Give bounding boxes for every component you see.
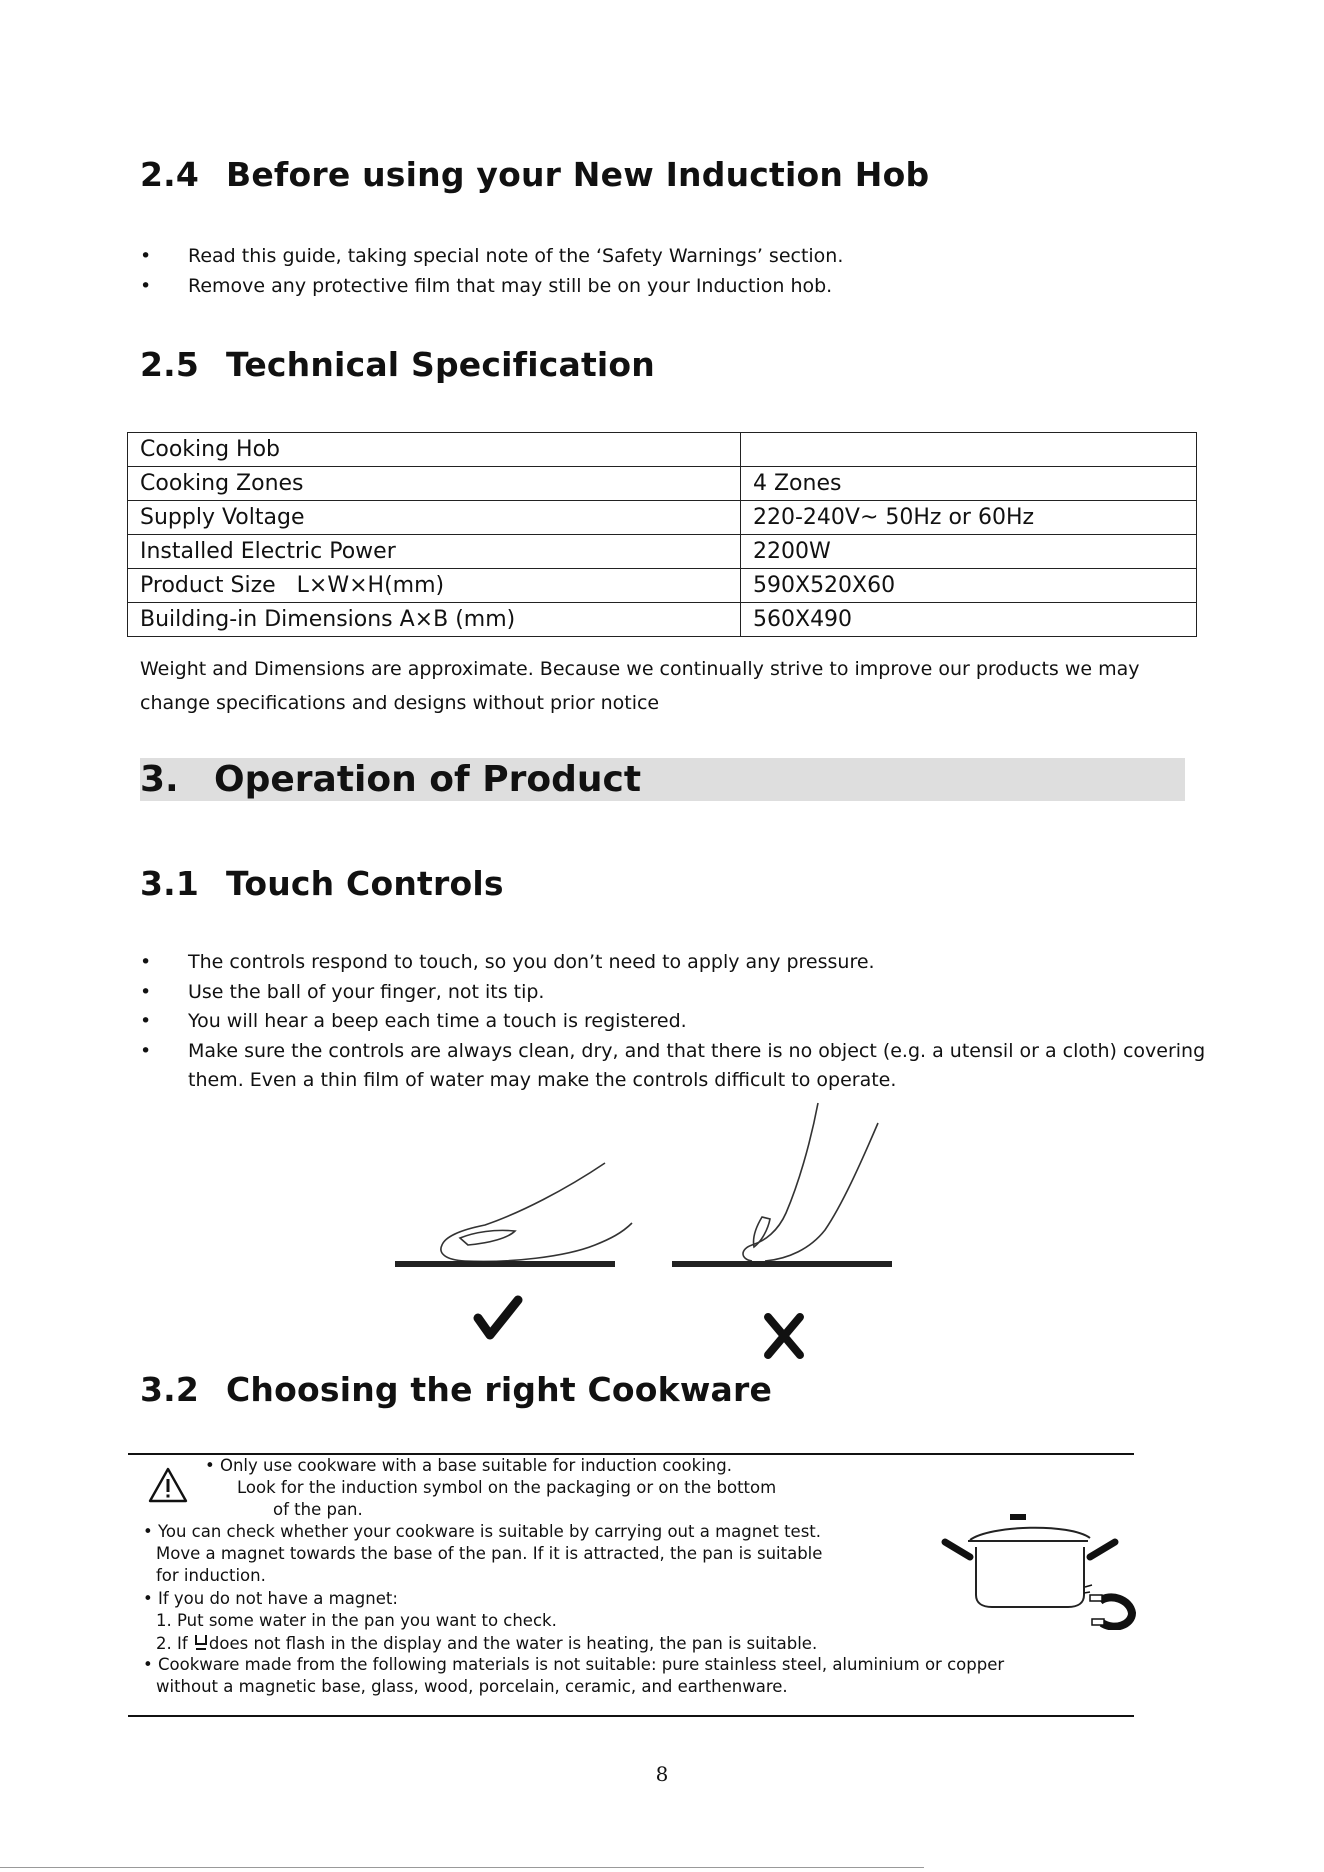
cookware-line: • You can check whether your cookware is suitable by carrying out a magnet test. [143,1522,821,1541]
section-2-5-heading [140,345,655,384]
page-number: 8 [655,1762,669,1786]
finger-pad-drawing [441,1163,632,1261]
section-2-4-heading [140,155,929,194]
cookware-line: • Cookware made from the following materials is not suitable: pure stainless steel, aluminium or copper [143,1655,1005,1674]
spec-table [127,432,1197,637]
surface-line-right [672,1261,892,1267]
section-title: Choosing the right Cookware [226,1370,773,1409]
list-item: • Make sure the controls are always clean, dry, and that there is no object (e.g. a utensil or a cloth) covering them. Even a thin film of water may make the controls difficult to operate. [140,1039,1206,1091]
cookware-line: of the pan. [273,1500,363,1519]
cookware-line: • If you do not have a magnet: [143,1589,398,1608]
cookware-line: 1. Put some water in the pan you want to check. [156,1611,557,1630]
section-number: 2.5 [140,345,200,384]
section-title: Touch Controls [226,864,504,903]
list-item: • Remove any protective film that may still be on your Induction hob. [140,274,833,297]
check-mark-icon [478,1300,518,1335]
list-item: • The controls respond to touch, so you don’t need to apply any pressure. [140,951,875,973]
spec-note: Weight and Dimensions are approximate. Because we continually strive to improve our products we may change specifications and designs without prior notice [140,658,1140,714]
section-number: 3.2 [140,1370,200,1409]
cooking-pot-icon [940,1505,1140,1630]
magnet-icon [1084,1585,1132,1627]
table-row: Product Size L×W×H(mm) 590X520X60 [128,569,1197,603]
table-row: Building-in Dimensions A×B (mm) 560X490 [128,603,1197,637]
section-3-1-bullets [140,948,1228,1096]
cookware-line: • Only use cookware with a base suitable for induction cooking. [205,1456,732,1475]
section-number: 3. [140,759,179,800]
surface-line-left [395,1261,615,1267]
section-3-banner [140,758,1185,801]
list-item: • Read this guide, taking special note of the ‘Safety Warnings’ section. [140,245,844,267]
cookware-line: Look for the induction symbol on the packaging or on the bottom [237,1478,777,1497]
section-2-4-bullets [140,242,1228,301]
section-3-2-heading [140,1370,772,1409]
table-row: Cooking Zones 4 Zones [128,467,1197,501]
pan-detection-icon [193,1632,209,1652]
cookware-line: 2. If does not flash in the display and the water is heating, the pan is suitable. [156,1634,818,1653]
cookware-line: for induction. [156,1566,266,1585]
section-title: Operation of Product [214,759,642,800]
table-row: Installed Electric Power 2200W [128,535,1197,569]
table-row: Supply Voltage 220-240V~ 50Hz or 60Hz [128,501,1197,535]
section-title: Before using your New Induction Hob [226,155,930,194]
section-number: 3.1 [140,864,200,903]
list-item: • Use the ball of your finger, not its tip. [140,980,545,1003]
finger-tip-drawing [743,1103,878,1261]
section-title: Technical Specification [226,345,655,384]
table-row: Cooking Hob [128,433,1197,467]
bottom-rule [0,1867,924,1868]
section-3-1-heading [140,864,504,903]
cookware-line: Move a magnet towards the base of the pan. If it is attracted, the pan is suitable [156,1544,823,1563]
list-item: • You will hear a beep each time a touch is registered. [140,1010,687,1032]
section-number: 2.4 [140,155,200,194]
touch-illustration [390,1095,910,1365]
cross-mark-icon [768,1317,800,1355]
cookware-line: without a magnetic base, glass, wood, porcelain, ceramic, and earthenware. [156,1677,788,1696]
warning-triangle-icon [147,1466,189,1504]
